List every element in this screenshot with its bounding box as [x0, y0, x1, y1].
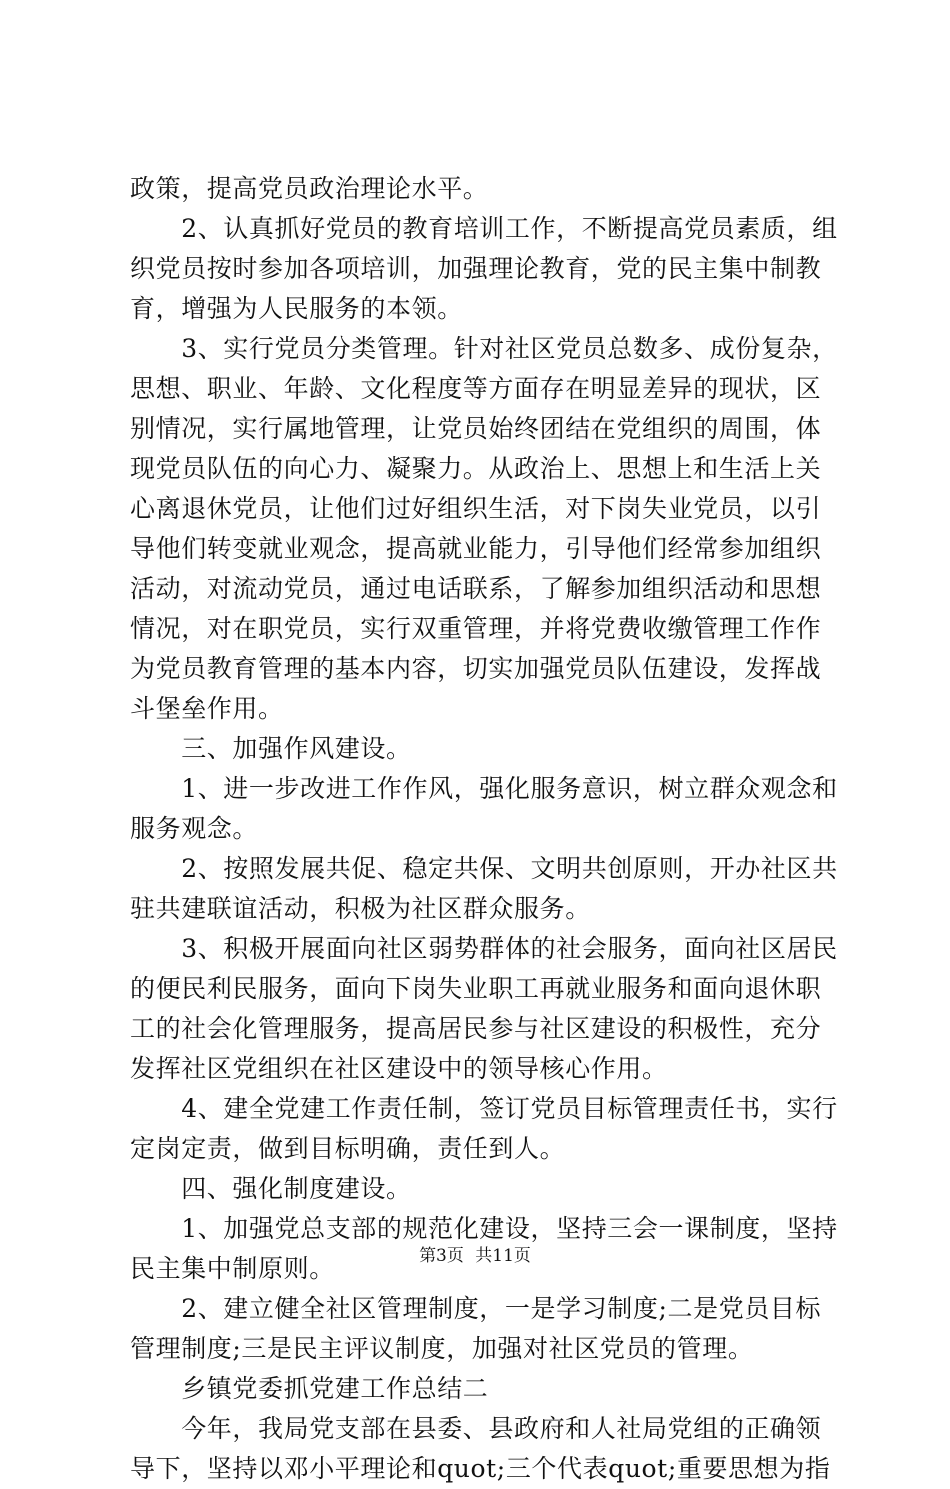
text-line: 导他们转变就业观念，提高就业能力，引导他们经常参加组织 — [130, 534, 822, 563]
text-line: 乡镇党委抓党建工作总结二 — [130, 1374, 489, 1403]
text-line: 2、按照发展共促、稳定共保、文明共创原则，开办社区共 — [130, 854, 838, 883]
text-line: 三、加强作风建设。 — [130, 734, 412, 763]
text-line: 1、加强党总支部的规范化建设，坚持三会一课制度，坚持 — [130, 1214, 838, 1243]
text-line: 服务观念。 — [130, 814, 259, 843]
text-line: 为党员教育管理的基本内容，切实加强党员队伍建设，发挥战 — [130, 654, 822, 683]
text-line: 1、进一步改进工作作风，强化服务意识，树立群众观念和 — [130, 774, 838, 803]
text-line: 育，增强为人民服务的本领。 — [130, 294, 463, 323]
text-line: 4、建全党建工作责任制，签订党员目标管理责任书，实行 — [130, 1094, 838, 1123]
text-line: 政策，提高党员政治理论水平。 — [130, 174, 489, 203]
text-line: 工的社会化管理服务，提高居民参与社区建设的积极性，充分 — [130, 1014, 822, 1043]
text-line: 斗堡垒作用。 — [130, 694, 284, 723]
page-number: 第3页 — [419, 1246, 464, 1266]
page-total: 共11页 — [475, 1246, 531, 1266]
text-line: 活动，对流动党员，通过电话联系，了解参加组织活动和思想 — [130, 574, 822, 603]
text-line: 心离退休党员，让他们过好组织生活，对下岗失业党员，以引 — [130, 494, 822, 523]
text-line: 3、积极开展面向社区弱势群体的社会服务，面向社区居民 — [130, 934, 838, 963]
text-line: 3、实行党员分类管理。针对社区党员总数多、成份复杂， — [130, 334, 838, 363]
text-line: 别情况，实行属地管理，让党员始终团结在党组织的周围，体 — [130, 414, 822, 443]
text-line: 思想、职业、年龄、文化程度等方面存在明显差异的现状，区 — [130, 374, 822, 403]
text-line: 情况，对在职党员，实行双重管理，并将党费收缴管理工作作 — [130, 614, 822, 643]
text-line: 2、认真抓好党员的教育培训工作，不断提高党员素质，组 — [130, 214, 838, 243]
text-line: 四、强化制度建设。 — [130, 1174, 412, 1203]
text-line: 2、建立健全社区管理制度，一是学习制度;二是党员目标 — [130, 1294, 822, 1323]
text-line: 定岗定责，做到目标明确，责任到人。 — [130, 1134, 566, 1163]
text-line: 发挥社区党组织在社区建设中的领导核心作用。 — [130, 1054, 668, 1083]
page-footer — [0, 1244, 950, 1268]
text-line: 织党员按时参加各项培训，加强理论教育，党的民主集中制教 — [130, 254, 822, 283]
text-line: 今年，我局党支部在县委、县政府和人社局党组的正确领 — [130, 1414, 822, 1443]
text-line: 民主集中制原则。 — [130, 1254, 335, 1283]
text-line: 驻共建联谊活动，积极为社区群众服务。 — [130, 894, 591, 923]
text-line: 现党员队伍的向心力、凝聚力。从政治上、思想上和生活上关 — [130, 454, 822, 483]
text-line: 管理制度;三是民主评议制度，加强对社区党员的管理。 — [130, 1334, 754, 1363]
text-line: 导下，坚持以邓小平理论和quot;三个代表quot;重要思想为指 — [130, 1454, 831, 1483]
text-line: 的便民利民服务，面向下岗失业职工再就业服务和面向退休职 — [130, 974, 822, 1003]
